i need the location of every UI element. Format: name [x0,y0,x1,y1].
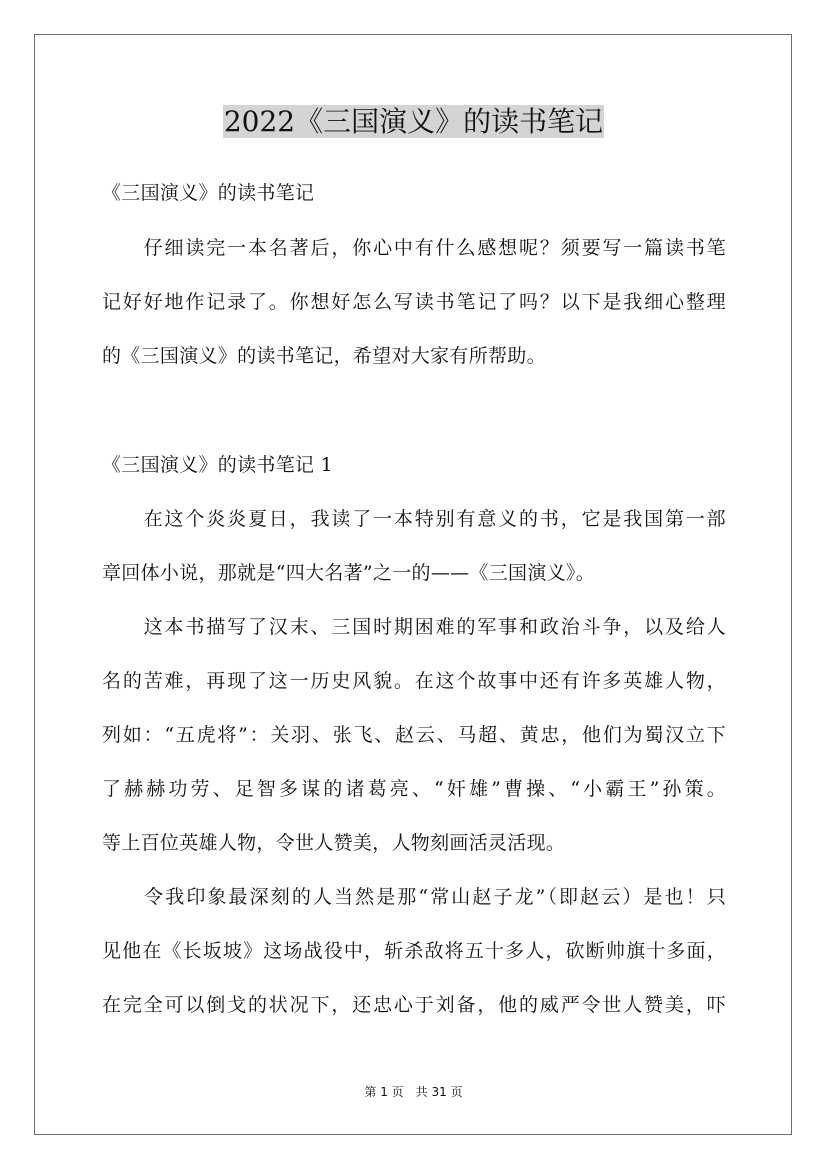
paragraph-line: 的《三国演义》的读书笔记，希望对大家有所帮助。 [102,345,546,367]
paragraph-line: 令我印象最深刻的人当然是那“常山赵子龙”（即赵云）是也！只 [102,886,726,908]
page-footer: 第 1 页 共 31 页 [364,1085,463,1099]
paragraph-line: 在这个炎炎夏日，我读了一本特别有意义的书，它是我国第一部 [102,508,726,530]
paragraph-line: 仔细读完一本名著后，你心中有什么感想呢？须要写一篇读书笔 [102,237,726,259]
section-heading-intro: 《三国演义》的读书笔记 [102,182,315,204]
paragraph-line: 在完全可以倒戈的状况下，还忠心于刘备，他的威严令世人赞美，吓 [102,994,726,1016]
paragraph-line: 了赫赫功劳、足智多谋的诸葛亮、“奸雄”曹操、“小霸王”孙策。 [102,778,726,800]
paragraph-line: 等上百位英雄人物，令世人赞美，人物刻画活灵活现。 [102,832,566,854]
paragraph-line: 记好好地作记录了。你想好怎么写读书笔记了吗？以下是我细心整理 [102,291,726,313]
paragraph-line: 章回体小说，那就是“四大名著”之一的——《三国演义》。 [102,562,596,584]
paragraph-line: 列如：“五虎将”：关羽、张飞、赵云、马超、黄忠，他们为蜀汉立下 [102,724,726,746]
section-heading-1: 《三国演义》的读书笔记 1 [102,454,334,476]
paragraph-line: 这本书描写了汉末、三国时期困难的军事和政治斗争，以及给人 [102,616,726,638]
document-title: 2022《三国演义》的读书笔记 [223,105,604,138]
paragraph-line: 见他在《长坂坡》这场战役中，斩杀敌将五十多人，砍断帅旗十多面， [102,940,726,962]
paragraph-line: 名的苦难，再现了这一历史风貌。在这个故事中还有许多英雄人物， [102,670,726,692]
